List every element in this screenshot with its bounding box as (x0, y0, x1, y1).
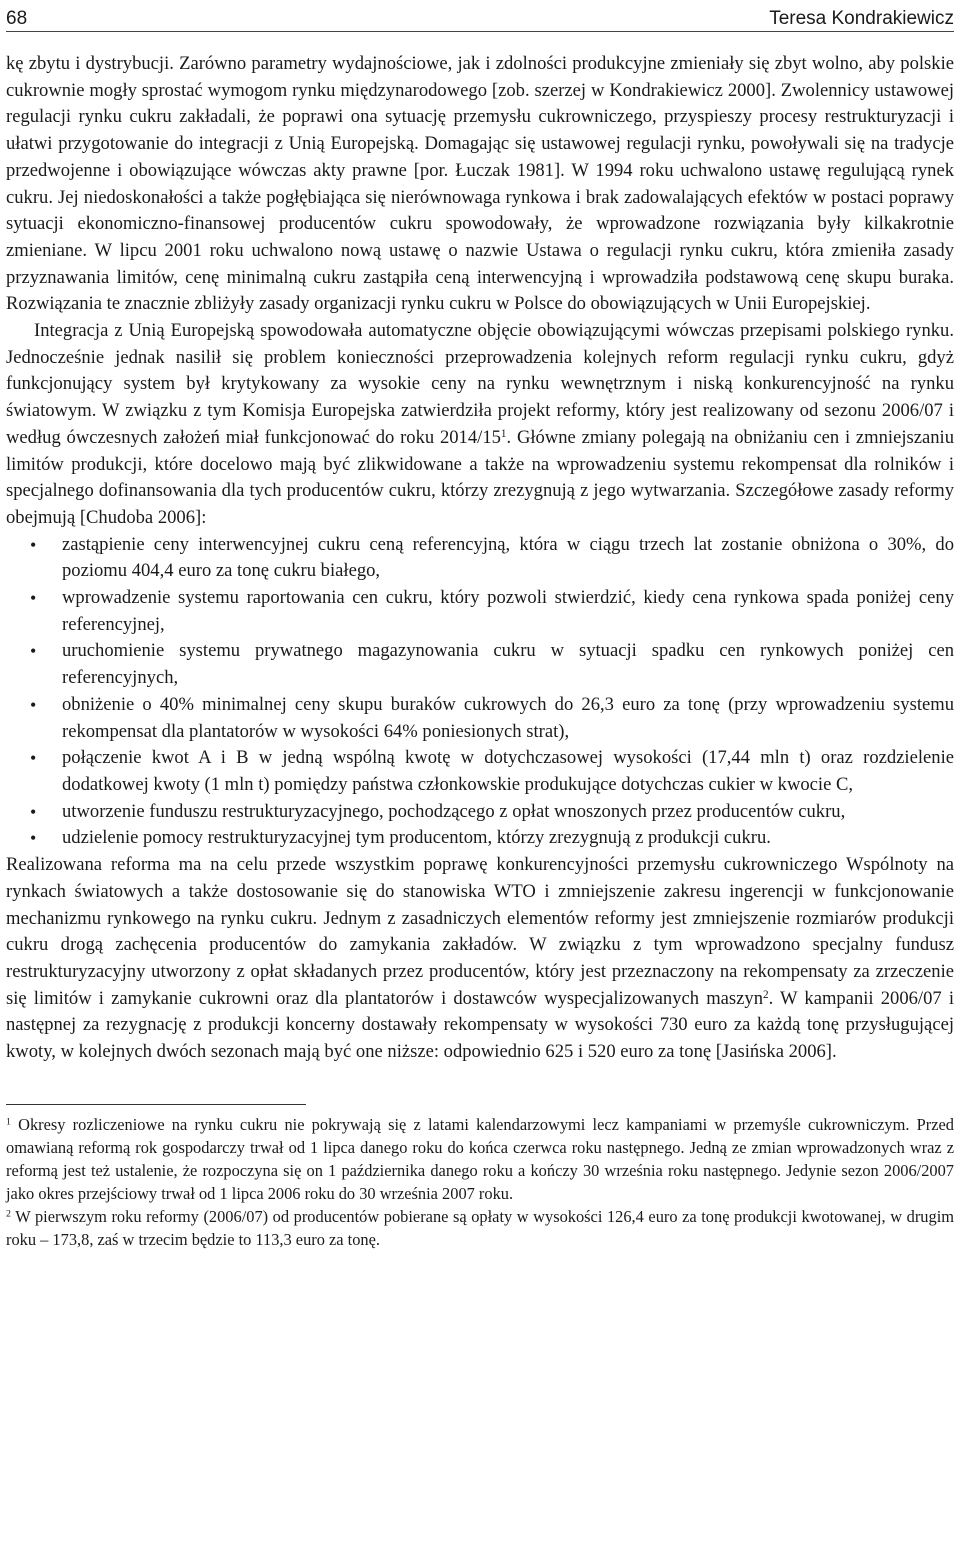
paragraph-2 (6, 318, 954, 532)
footnote-divider (6, 1104, 306, 1105)
footnote-2-text: W pierwszym roku reformy (2006/07) od producentów pobierane są opłaty w wysokości 126,4 euro za tonę produkcji kwotowanej, w drugim roku – 173,8, zaś w trzecim będzie to 113,3 euro za tonę. (6, 1206, 954, 1249)
page-number: 68 (6, 8, 28, 29)
reform-rules-list (6, 532, 954, 852)
list-item: • utworzenie funduszu restrukturyzacyjnego, pochodzącego z opłat wnoszonych przez producentów cukru, (6, 799, 954, 826)
list-item: • obniżenie o 40% minimalnej ceny skupu buraków cukrowych do 26,3 euro za tonę (przy wprowadzeniu systemu rekompensat dla plantatorów w wysokości 64% poniesionych strat), (6, 692, 954, 745)
footnote-mark-2: 2 (6, 1208, 11, 1220)
footnote-2 (6, 1205, 954, 1251)
running-header (6, 0, 954, 32)
main-text (6, 51, 954, 1066)
paragraph-2-tail: . Główne zmiany polegają na obniżaniu cen i zmniejszaniu limitów produkcji, które docelowo mają być zlikwidowane a także na wprowadzeniu systemu rekompensat dla rolników i specjalnego dofinansowania dla tych producentów cukru, którzy zrezygnują z jego wytwarzania. Szczegółowe zasady reformy obejmują [Chudoba 2006]: (6, 426, 955, 528)
list-item: • wprowadzenie systemu raportowania cen cukru, który pozwoli stwierdzić, kiedy cena rynkowa spada poniżej ceny referencyjnej, (6, 585, 954, 638)
paragraph-1: kę zbytu i dystrybucji. Zarówno parametry wydajnościowe, jak i zdolności produkcyjne zmieniały się zbyt wolno, aby polskie cukrownie mogły sprostać wymogom rynku międzynarodowego [zob. szerzej w Kondrakiewicz 2000]. Zwolennicy ustawowej regulacji rynku cukru zakładali, że poprawi ona sytuację przemysłu cukrowniczego, przyspieszy procesy restrukturyzacji i ułatwi przygotowanie do integracji z Unią Europejską. Domagając się ustawowej regulacji rynku, powoływali się na tradycje przedwojenne i obowiązujące wówczas akty prawne [por. Łuczak 1981]. W 1994 roku uchwalono ustawę regulującą rynek cukru. Jej niedoskonałości a także pogłębiająca się nierównowaga rynkowa i brak zadowalających efektów w postaci poprawy sytuacji ekonomiczno-finansowej producentów cukru spowodowały, że wprowadzone rozwiązania były kilkakrotnie zmieniane. W lipcu 2001 roku uchwalono nową ustawę o nazwie Ustawa o regulacji rynku cukru, która zmieniła zasady przyznawania limitów, cenę minimalną cukru zastąpiła ceną interwencyjną i wprowadziła podstawową cenę skupu buraka. Rozwiązania te znacznie zbliżyły zasady organizacji rynku cukru w Polsce do obowiązujących w Unii Europejskiej. (6, 53, 954, 315)
author-name: Teresa Kondrakiewicz (769, 8, 954, 29)
list-item: • udzielenie pomocy restrukturyzacyjnej tym producentom, którzy zrezygnują z produkcji cukru. (6, 825, 954, 852)
footnotes (6, 1113, 954, 1251)
footnote-mark-1: 1 (6, 1116, 11, 1128)
paragraph-2-text: Integracja z Unią Europejską spowodowała automatyczne objęcie obowiązującymi wówczas przepisami polskiego rynku. Jednocześnie jednak nasilił się problem konieczności przeprowadzenia kolejnych reform regulacji rynku cukru, gdyż funkcjonujący system był krytykowany za wysokie ceny na rynku wewnętrznym i niską konkurencyjność na rynku światowym. W związku z tym Komisja Europejska zatwierdziła projekt reformy, który jest realizowany od sezonu 2006/07 i według ówczesnych założeń miał funkcjonować do roku 2014/15 (6, 320, 954, 448)
paragraph-3 (6, 852, 954, 1066)
footnote-ref-2[interactable]: 2 (763, 988, 769, 1001)
footnote-1-text: Okresy rozliczeniowe na rynku cukru nie pokrywają się z latami kalendarzowymi lecz kampaniami w przemyśle cukrowniczym. Przed omawianą reformą rok gospodarczy trwał od 1 lipca danego roku do końca czerwca roku następnego. Jedną ze zmian wprowadzonych wraz z reformą jest też ustalenie, że rozpoczyna się on 1 października danego roku a kończy 30 września roku następnego. Jedynie sezon 2006/2007 jako okres przejściowy trwał od 1 lipca 2006 roku do 30 września 2007 roku. (6, 1114, 954, 1203)
paragraph-3-tail: . W kampanii 2006/07 i następnej za rezygnację z produkcji koncerny dostawały rekompensaty w wysokości 730 euro za każdą tonę przysługującej kwoty, w kolejnych dwóch sezonach mają być one niższe: odpowiednio 625 i 520 euro za tonę [Jasińska 2006]. (6, 987, 954, 1063)
list-item: • zastąpienie ceny interwencyjnej cukru ceną referencyjną, która w ciągu trzech lat zostanie obniżona o 30%, do poziomu 404,4 euro za tonę cukru białego, (6, 532, 954, 585)
list-item: • połączenie kwot A i B w jedną wspólną kwotę w dotychczasowej wysokości (17,44 mln t) oraz rozdzielenie dodatkowej kwoty (1 mln t) pomiędzy państwa członkowskie produkujące dotychczas cukier w kwocie C, (6, 745, 954, 798)
footnote-1 (6, 1113, 954, 1205)
paragraph-3-text: Realizowana reforma ma na celu przede wszystkim poprawę konkurencyjności przemysłu cukrowniczego Wspólnoty na rynkach światowych a także dostosowanie się do stanowiska WTO i zmniejszenie zakresu ingerencji w funkcjonowanie mechanizmu rynkowego na rynku cukru. Jednym z zasadniczych elementów reformy jest zmniejszenie rozmiarów produkcji cukru drogą zachęcenia producentów do zamykania zakładów. W związku z tym wprowadzono specjalny fundusz restrukturyzacyjny utworzony z opłat składanych przez producentów, który jest przeznaczony na rekompensaty za zrzeczenie się limitów i zamykanie cukrowni oraz dla plantatorów i dostawców wyspecjalizowanych maszyn (6, 854, 954, 1009)
list-item: • uruchomienie systemu prywatnego magazynowania cukru w sytuacji spadku cen rynkowych poniżej cen referencyjnych, (6, 638, 954, 691)
footnote-ref-1[interactable]: 1 (500, 427, 507, 440)
